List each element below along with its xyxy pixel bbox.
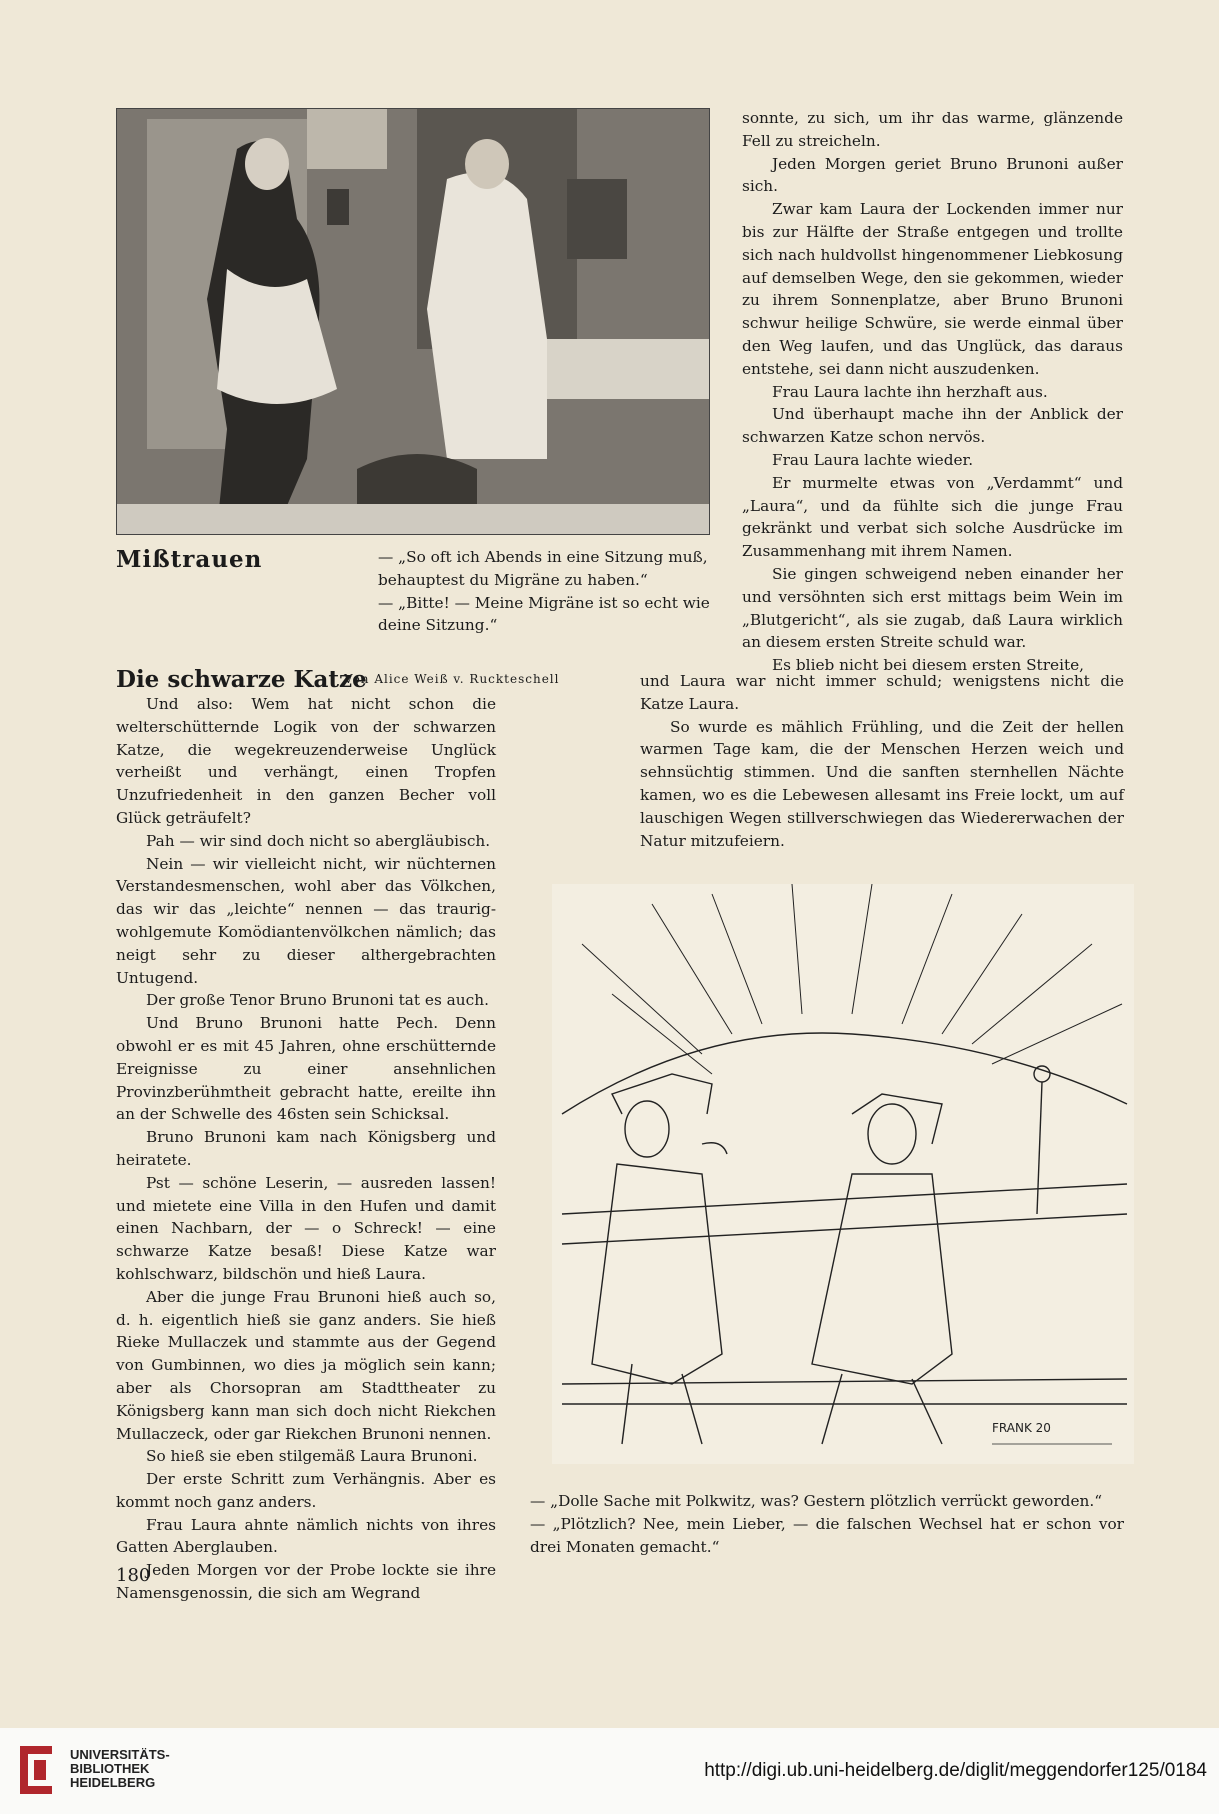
university-library-logo-icon [14,1740,58,1800]
paragraph: Sie gingen schweigend neben einander her und versöhnten sich erst mittags beim Wein im „Blutgericht“, als sie zugab, daß Laura wirklich an diesem ersten Streite schuld war. [742,564,1123,652]
story-author: Von Alice Weiß v. Ruckteschell [344,672,560,686]
paragraph: Und also: Wem hat nicht schon die welterschütternde Logik von der schwarzen Katze, die wegekreuzenderweise Unglück verheißt und verhängt, einen Tropfen Unzufriedenheit in den ganzen Becher voll Glück geträufelt? [116,695,496,827]
paragraph: und Laura war nicht immer schuld; wenigstens nicht die Katze Laura. [640,672,1124,713]
caption-line: — „Bitte! — Meine Migräne ist so echt wie deine Sitzung.“ [378,593,710,635]
paragraph: Er murmelte etwas von „Verdammt“ und „Laura“, und da fühlte sich die junge Frau gekränkt und verbat sich solche Ausdrücke im Zusammenhang mit ihrem Namen. [742,473,1123,561]
paragraph: Pst — schöne Leserin, — ausreden lassen! und mietete eine Villa in den Hufen und damit einen Nachbarn, der — o Schreck! — eine schwarze Katze besaß! Diese Katze war kohlschwarz, bildschön und hieß Laura. [116,1173,496,1283]
paragraph: Frau Laura lachte ihn herzhaft aus. [772,382,1048,401]
institution-line: UNIVERSITÄTS- [70,1747,170,1762]
institution-name [70,1748,170,1790]
paragraph: sonnte, zu sich, um ihr das warme, glänzende Fell zu streicheln. [742,109,1123,150]
paragraph: Nein — wir vielleicht nicht, wir nüchternen Verstandesmenschen, wohl aber das Völkchen, das wir das „leichte“ nennen — das traurig-wohlgemute Komödiantenvölkchen nämlich; das neigt sehr zu dieser althergebrachten Untugend. [116,854,496,987]
story-title: Die schwarze Katze [116,666,367,693]
drawing-signature: FRANK 20 [992,1421,1051,1435]
story-column-right [742,107,1123,677]
paragraph: Und Bruno Brunoni hatte Pech. Denn obwohl er es mit 45 Jahren, ohne erschütternde Ereignisse zu einer ansehnlichen Provinzberühmtheit gebracht hatte, ereilte ihn an der Schwelle des 46sten sein Schicksal. [116,1014,496,1124]
paragraph: So wurde es mählich Frühling, und die Zeit der hellen warmen Tage kam, die der Menschen Herzen weich und sehnsüchtig stimmen. Und die sanften sternhellen Nächte kamen, wo es die Lebewesen allesamt ins Freie lockt, um auf lauschigen Wegen stillverschwiegen das Wiedererwachen der Natur mitzufeiern. [640,717,1124,850]
photo-illustration-mistrust [116,108,710,535]
pen-drawing-two-men [552,884,1134,1464]
paragraph: Bruno Brunoni kam nach Königsberg und heiratete. [116,1128,496,1169]
story-column-continuation [640,670,1124,852]
caption-title: Mißtrauen [116,546,263,573]
caption-line: — „Plötzlich? Nee, mein Lieber, — die falschen Wechsel hat er schon vor drei Monaten gemacht.“ [530,1515,1124,1556]
institution-line: BIBLIOTHEK [70,1761,150,1776]
page-number: 180 [116,1565,151,1586]
caption-line: — „Dolle Sache mit Polkwitz, was? Gestern plötzlich verrückt geworden.“ [530,1492,1103,1510]
paragraph: Jeden Morgen geriet Bruno Brunoni außer sich. [742,154,1123,196]
institution-line: HEIDELBERG [70,1775,156,1790]
drawing-caption [530,1490,1124,1559]
paragraph: Pah — wir sind doch nicht so abergläubisch. [146,831,491,850]
paragraph: Der erste Schritt zum Verhängnis. Aber es kommt noch ganz anders. [116,1470,496,1511]
digitization-footer [0,1728,1219,1814]
story-column-left [116,693,496,1605]
paragraph: Es blieb nicht bei diesem ersten Streite, [772,656,1085,675]
caption-line: — „So oft ich Abends in eine Sitzung muß, behauptest du Migräne zu haben.“ [378,548,708,589]
paragraph: Und überhaupt mache ihn der Anblick der schwarzen Katze schon nervös. [742,405,1123,447]
paragraph: Jeden Morgen vor der Probe lockte sie ihre Namensgenossin, die sich am Wegrand [116,1561,496,1603]
paragraph: Frau Laura ahnte nämlich nichts von ihres Gatten Aberglauben. [116,1515,496,1557]
paragraph: Aber die junge Frau Brunoni hieß auch so, d. h. eigentlich hieß sie ganz anders. Sie hieß Rieke Mullaczek und stammte aus der Gegend von Gumbinnen, wo dies ja möglich sein kann; aber als Chorsopran am Stadttheater zu Königsberg kann man sich doch nicht Riekchen Mullaczeck, oder gar Riekchen Brunoni nennen. [116,1287,496,1443]
permalink-url[interactable]: http://digi.ub.uni-heidelberg.de/diglit/meggendorfer125/0184 [704,1760,1207,1781]
photo-caption [378,546,713,637]
paragraph: Zwar kam Laura der Lockenden immer nur bis zur Hälfte der Straße entgegen und trollte sich nach huldvollst hingenommener Liebkosung auf demselben Wege, den sie gekommen, wieder zu ihrem Sonnenplatze, aber Bruno Brunoni schwur heilige Schwüre, sie werde einmal über den Weg laufen, und das Unglück, das daraus entstehe, sei dann nicht auszudenken. [742,200,1123,378]
paragraph: So hieß sie eben stilgemäß Laura Brunoni. [146,1447,478,1466]
paragraph: Der große Tenor Bruno Brunoni tat es auch. [146,991,489,1010]
paragraph: Frau Laura lachte wieder. [772,450,974,469]
